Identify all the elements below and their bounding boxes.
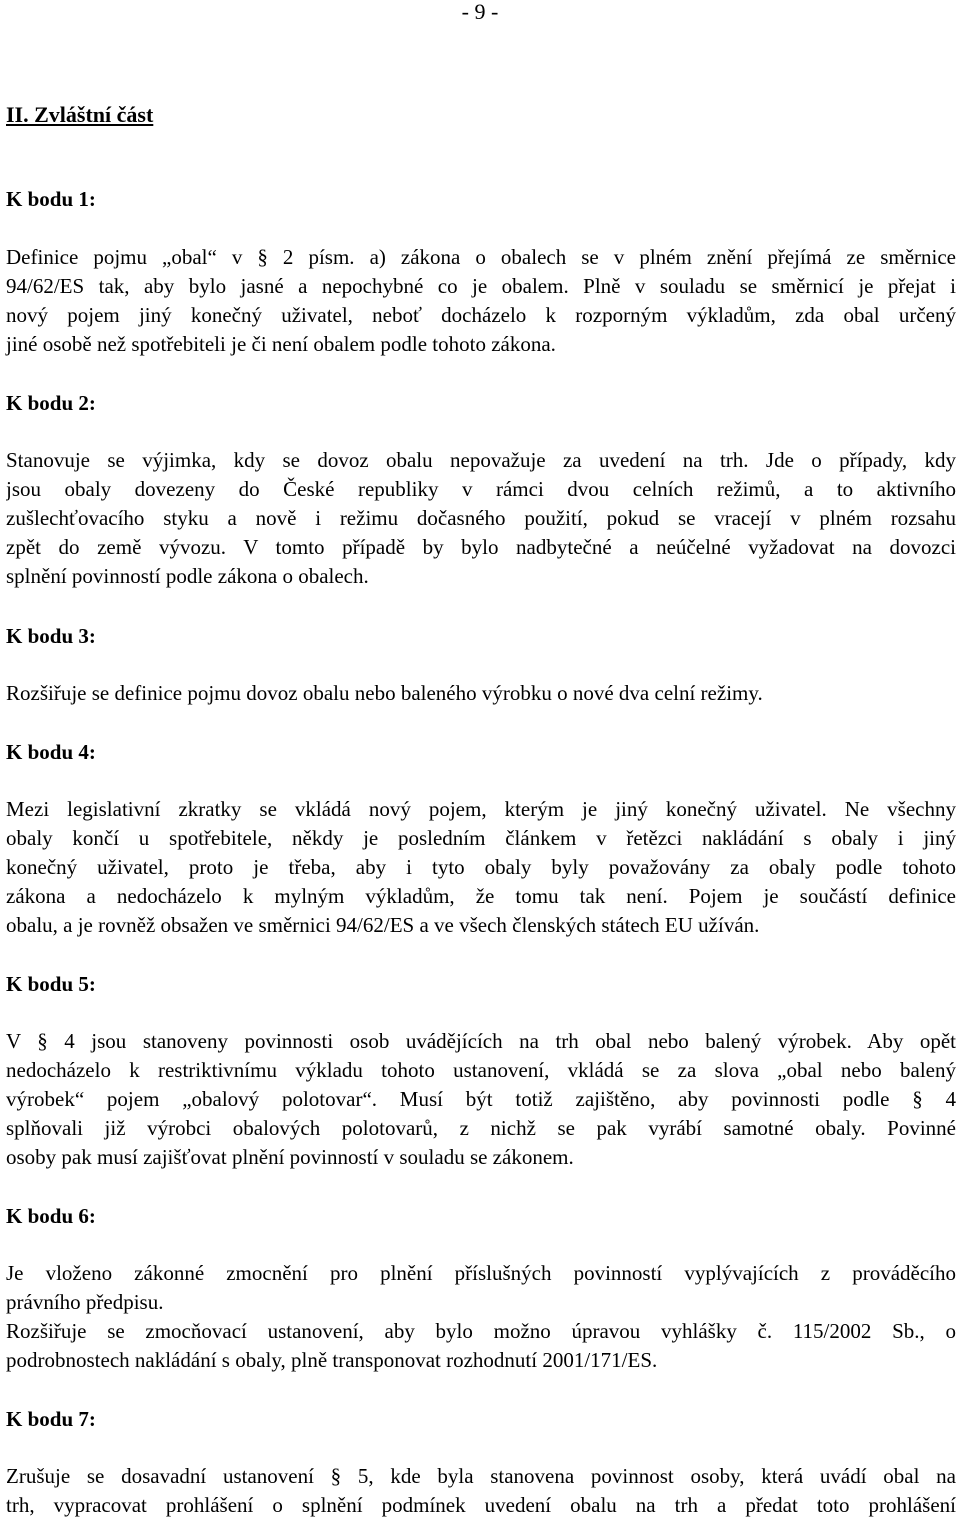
paragraph-line: konečný uživatel, proto je třeba, aby i tyto obaly byly považovány za obaly podle tohoto	[6, 855, 956, 879]
paragraph-line: trh, vypracovat prohlášení o splnění podmínek uvedení obalu na trh a předat toto prohlášení	[6, 1493, 956, 1517]
section-heading-5: K bodu 5:	[6, 972, 96, 996]
section-paragraph-3	[6, 679, 956, 708]
section-paragraph-4	[6, 795, 956, 940]
paragraph-line: zpět do země vývozu. V tomto případě by bylo nadbytečné a neúčelné vyžadovat na dovozci	[6, 535, 956, 559]
paragraph-line: nový pojem jiný konečný uživatel, neboť docházelo k rozporným výkladům, zda obal určený	[6, 303, 956, 327]
paragraph-line: obalu, a je rovněž obsažen ve směrnici 94/62/ES a ve všech členských státech EU užíván.	[6, 913, 760, 937]
paragraph-line: zušlechťovacího styku a nově i režimu dočasného použití, pokud se vracejí v plném rozsahu	[6, 506, 956, 530]
paragraph-line: Definice pojmu „obal“ v § 2 písm. a) zákona o obalech se v plném znění přejímá ze směrnice	[6, 245, 956, 269]
paragraph-line: jiné osobě než spotřebiteli je či není obalem podle tohoto zákona.	[6, 332, 556, 356]
section-paragraph-7	[6, 1462, 956, 1520]
paragraph-line: splňovali již výrobci obalových polotovarů, z nichž se pak vyrábí samotné obaly. Povinné	[6, 1116, 956, 1140]
section-heading-4: K bodu 4:	[6, 740, 96, 764]
paragraph-line: Rozšiřuje se zmocňovací ustanovení, aby bylo možno úpravou vyhlášky č. 115/2002 Sb., o	[6, 1319, 956, 1343]
paragraph-line: Rozšiřuje se definice pojmu dovoz obalu nebo baleného výrobku o nové dva celní režimy.	[6, 681, 763, 705]
paragraph-line: splnění povinností podle zákona o obalech.	[6, 564, 369, 588]
paragraph-line: Je vloženo zákonné zmocnění pro plnění příslušných povinností vyplývajících z prováděcího	[6, 1261, 956, 1285]
paragraph-line: výrobek“ pojem „obalový polotovar“. Musí být totiž zajištěno, aby povinnosti podle § 4	[6, 1087, 956, 1111]
section-heading-2: K bodu 2:	[6, 391, 96, 415]
section-heading-3: K bodu 3:	[6, 624, 96, 648]
paragraph-line: V § 4 jsou stanoveny povinnosti osob uvádějících na trh obal nebo balený výrobek. Aby opět	[6, 1029, 956, 1053]
paragraph-line: nedocházelo k restriktivnímu výkladu tohoto ustanovení, vkládá se za slova „obal nebo balený	[6, 1058, 956, 1082]
section-heading-6: K bodu 6:	[6, 1204, 96, 1228]
section-paragraph-1	[6, 243, 956, 359]
paragraph-line: obaly končí u spotřebitele, někdy je posledním článkem v řetězci nakládání s obaly i jiný	[6, 826, 956, 850]
section-heading-7: K bodu 7:	[6, 1407, 96, 1431]
section-heading-1: K bodu 1:	[6, 187, 96, 211]
paragraph-line: 94/62/ES tak, aby bylo jasné a nepochybné co je obalem. Plně v souladu se směrnicí je přejat i	[6, 274, 956, 298]
paragraph-line: právního předpisu.	[6, 1290, 164, 1314]
paragraph-line: osoby pak musí zajišťovat plnění povinností v souladu se zákonem.	[6, 1145, 574, 1169]
section-paragraph-5	[6, 1027, 956, 1172]
paragraph-line: Mezi legislativní zkratky se vkládá nový pojem, kterým je jiný konečný uživatel. Ne všechny	[6, 797, 956, 821]
page-number: - 9 -	[461, 0, 499, 24]
paragraph-line: jsou obaly dovezeny do České republiky v rámci dvou celních režimů, a to aktivního	[6, 477, 956, 501]
paragraph-line: podrobnostech nakládání s obaly, plně transponovat rozhodnutí 2001/171/ES.	[6, 1348, 658, 1372]
section-paragraph-6	[6, 1259, 956, 1375]
paragraph-line: zákona a nedocházelo k mylným výkladům, že tomu tak není. Pojem je součástí definice	[6, 884, 956, 908]
part-title: II. Zvláštní část	[6, 102, 154, 127]
paragraph-line: Stanovuje se výjimka, kdy se dovoz obalu nepovažuje za uvedení na trh. Jde o případy, kdy	[6, 448, 956, 472]
paragraph-line: Zrušuje se dosavadní ustanovení § 5, kde byla stanovena povinnost osoby, která uvádí obal na	[6, 1464, 956, 1488]
section-paragraph-2	[6, 446, 956, 591]
